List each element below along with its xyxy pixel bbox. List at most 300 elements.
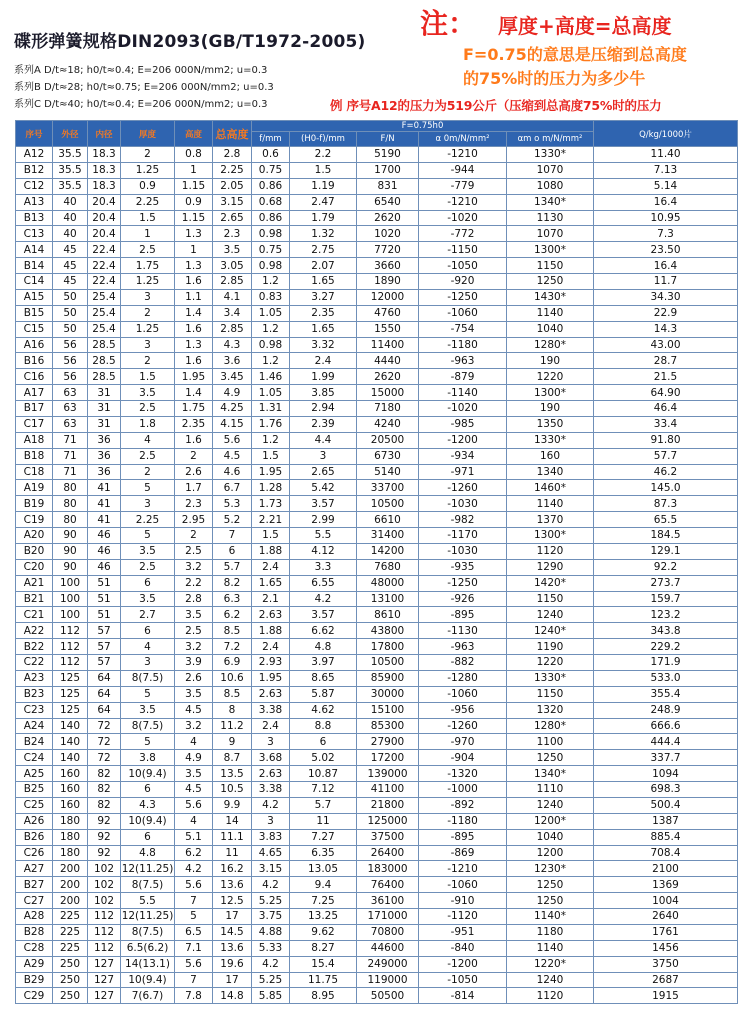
table-row — [16, 829, 738, 845]
cell-f-n: 6730 — [357, 448, 419, 464]
cell-f-mm: 2.21 — [252, 512, 290, 528]
cell-f-n: 3660 — [357, 258, 419, 274]
cell-sigma-om: -1210 — [419, 147, 507, 163]
cell-seq: B16 — [16, 353, 53, 369]
cell-sigma-om: -1210 — [419, 861, 507, 877]
cell-f-mm: 2.4 — [252, 718, 290, 734]
cell-q: 1004 — [594, 893, 738, 909]
cell-seq: A26 — [16, 813, 53, 829]
cell-h0-minus-f: 9.4 — [290, 877, 357, 893]
cell-q: 2687 — [594, 972, 738, 988]
cell-sigma-om: -1320 — [419, 766, 507, 782]
cell-total-height: 14.8 — [213, 988, 252, 1004]
cell-thickness: 3 — [121, 655, 175, 671]
cell-outer-diameter: 40 — [53, 226, 88, 242]
cell-h0-minus-f: 6.35 — [290, 845, 357, 861]
cell-total-height: 2.8 — [213, 147, 252, 163]
cell-thickness: 10(9.4) — [121, 766, 175, 782]
cell-sigma-iom: 1100 — [507, 734, 594, 750]
cell-sigma-om: -882 — [419, 655, 507, 671]
cell-f-n: 85900 — [357, 670, 419, 686]
cell-f-n: 12000 — [357, 289, 419, 305]
cell-thickness: 1.5 — [121, 369, 175, 385]
cell-f-mm: 1.88 — [252, 543, 290, 559]
cell-total-height: 2.85 — [213, 274, 252, 290]
cell-sigma-om: -1140 — [419, 385, 507, 401]
cell-sigma-om: -869 — [419, 845, 507, 861]
cell-thickness: 2 — [121, 464, 175, 480]
cell-sigma-iom: 1430* — [507, 289, 594, 305]
cell-outer-diameter: 45 — [53, 258, 88, 274]
cell-sigma-om: -1120 — [419, 909, 507, 925]
cell-f-mm: 1.95 — [252, 670, 290, 686]
table-row — [16, 877, 738, 893]
cell-sigma-iom: 1240* — [507, 623, 594, 639]
cell-sigma-iom: 1330* — [507, 432, 594, 448]
cell-total-height: 8 — [213, 702, 252, 718]
cell-q: 16.4 — [594, 258, 738, 274]
cell-f-mm: 1.2 — [252, 353, 290, 369]
cell-h0-minus-f: 4.12 — [290, 543, 357, 559]
cell-q: 184.5 — [594, 528, 738, 544]
cell-thickness: 1.25 — [121, 162, 175, 178]
cell-height: 3.5 — [175, 766, 213, 782]
cell-height: 3.2 — [175, 639, 213, 655]
cell-q: 355.4 — [594, 686, 738, 702]
cell-height: 1.7 — [175, 480, 213, 496]
cell-outer-diameter: 180 — [53, 813, 88, 829]
table-row — [16, 480, 738, 496]
cell-thickness: 14(13.1) — [121, 956, 175, 972]
cell-f-n: 171000 — [357, 909, 419, 925]
note-example: 例 序号A12的压力为519公斤（压缩到总高度75%时的压力 — [330, 98, 662, 113]
cell-outer-diameter: 90 — [53, 528, 88, 544]
cell-height: 2.6 — [175, 670, 213, 686]
cell-height: 5.6 — [175, 797, 213, 813]
cell-outer-diameter: 250 — [53, 956, 88, 972]
cell-thickness: 2.5 — [121, 559, 175, 575]
cell-sigma-iom: 1120 — [507, 543, 594, 559]
cell-seq: C16 — [16, 369, 53, 385]
cell-thickness: 2.5 — [121, 401, 175, 417]
cell-seq: C13 — [16, 226, 53, 242]
cell-h0-minus-f: 3.32 — [290, 337, 357, 353]
cell-total-height: 4.6 — [213, 464, 252, 480]
cell-f-mm: 3.38 — [252, 702, 290, 718]
cell-inner-diameter: 64 — [88, 686, 121, 702]
cell-inner-diameter: 36 — [88, 464, 121, 480]
cell-height: 1.95 — [175, 369, 213, 385]
cell-h0-minus-f: 2.07 — [290, 258, 357, 274]
table-row — [16, 210, 738, 226]
cell-f-mm: 0.68 — [252, 194, 290, 210]
cell-sigma-iom: 1150 — [507, 258, 594, 274]
table-row — [16, 242, 738, 258]
header-group-f: F=0.75h0 — [252, 121, 594, 132]
header-h0-minus-f: (H0-f)/mm — [290, 132, 357, 147]
cell-f-mm: 3 — [252, 813, 290, 829]
table-row — [16, 988, 738, 1004]
cell-h0-minus-f: 1.32 — [290, 226, 357, 242]
cell-inner-diameter: 36 — [88, 432, 121, 448]
cell-q: 1369 — [594, 877, 738, 893]
cell-outer-diameter: 63 — [53, 385, 88, 401]
cell-height: 5 — [175, 909, 213, 925]
note-explanation-line1: F=0.75的意思是压缩到总高度 — [463, 45, 687, 64]
cell-q: 64.90 — [594, 385, 738, 401]
cell-sigma-iom: 1250 — [507, 877, 594, 893]
cell-sigma-om: -963 — [419, 353, 507, 369]
cell-sigma-om: -1200 — [419, 956, 507, 972]
cell-thickness: 12(11.25) — [121, 862, 174, 875]
cell-f-n: 183000 — [357, 861, 419, 877]
cell-inner-diameter: 102 — [88, 861, 121, 877]
cell-outer-diameter: 140 — [53, 718, 88, 734]
cell-height: 1.3 — [175, 226, 213, 242]
cell-sigma-iom: 1180 — [507, 924, 594, 940]
cell-sigma-om: -879 — [419, 369, 507, 385]
cell-inner-diameter: 64 — [88, 670, 121, 686]
header-height: 高度 — [175, 121, 213, 147]
cell-outer-diameter: 112 — [53, 639, 88, 655]
cell-f-n: 119000 — [357, 972, 419, 988]
cell-q: 1761 — [594, 924, 738, 940]
cell-total-height: 6.9 — [213, 655, 252, 671]
cell-h0-minus-f: 11 — [290, 813, 357, 829]
table-row — [16, 464, 738, 480]
cell-thickness: 2.25 — [121, 194, 175, 210]
cell-height: 6.5 — [175, 924, 213, 940]
cell-thickness: 6 — [121, 829, 175, 845]
cell-sigma-om: -1170 — [419, 528, 507, 544]
cell-q: 34.30 — [594, 289, 738, 305]
cell-sigma-iom: 1200* — [507, 813, 594, 829]
cell-seq: A23 — [16, 670, 53, 686]
cell-thickness: 5.5 — [121, 893, 175, 909]
cell-height: 1 — [175, 242, 213, 258]
cell-thickness: 1 — [121, 226, 175, 242]
cell-total-height: 6.3 — [213, 591, 252, 607]
cell-sigma-om: -1050 — [419, 972, 507, 988]
table-row — [16, 258, 738, 274]
cell-outer-diameter: 35.5 — [53, 178, 88, 194]
cell-h0-minus-f: 8.95 — [290, 988, 357, 1004]
cell-h0-minus-f: 7.12 — [290, 782, 357, 798]
cell-total-height: 3.5 — [213, 242, 252, 258]
cell-outer-diameter: 35.5 — [53, 162, 88, 178]
table-row — [16, 401, 738, 417]
cell-sigma-om: -1180 — [419, 813, 507, 829]
cell-seq: B22 — [16, 639, 53, 655]
cell-f-n: 20500 — [357, 432, 419, 448]
table-row — [16, 639, 738, 655]
cell-f-mm: 1.65 — [252, 575, 290, 591]
cell-total-height: 4.9 — [213, 385, 252, 401]
cell-sigma-iom: 1220 — [507, 655, 594, 671]
cell-total-height: 11 — [213, 845, 252, 861]
cell-height: 1.3 — [175, 337, 213, 353]
cell-inner-diameter: 57 — [88, 655, 121, 671]
cell-thickness: 3 — [121, 289, 175, 305]
cell-total-height: 9.9 — [213, 797, 252, 813]
cell-height: 2.6 — [175, 464, 213, 480]
header-inner-diameter: 内径 — [88, 121, 121, 147]
table-row — [16, 289, 738, 305]
cell-height: 3.5 — [175, 686, 213, 702]
cell-seq: B23 — [16, 686, 53, 702]
cell-height: 4.5 — [175, 782, 213, 798]
cell-outer-diameter: 63 — [53, 401, 88, 417]
cell-total-height: 2.65 — [213, 210, 252, 226]
cell-thickness: 1.5 — [121, 210, 175, 226]
cell-seq: C15 — [16, 321, 53, 337]
cell-height: 2.95 — [175, 512, 213, 528]
cell-h0-minus-f: 9.62 — [290, 924, 357, 940]
cell-sigma-iom: 1340 — [507, 464, 594, 480]
cell-h0-minus-f: 8.8 — [290, 718, 357, 734]
cell-height: 1.15 — [175, 178, 213, 194]
cell-q: 2640 — [594, 909, 738, 925]
table-row — [16, 496, 738, 512]
cell-sigma-iom: 1350 — [507, 416, 594, 432]
cell-f-mm: 5.85 — [252, 988, 290, 1004]
cell-seq: C28 — [16, 940, 53, 956]
cell-sigma-iom: 1140 — [507, 496, 594, 512]
cell-q: 46.2 — [594, 464, 738, 480]
cell-q: 7.3 — [594, 226, 738, 242]
cell-total-height: 11.2 — [213, 718, 252, 734]
cell-total-height: 8.2 — [213, 575, 252, 591]
cell-total-height: 8.5 — [213, 623, 252, 639]
cell-q: 2100 — [594, 861, 738, 877]
page-title: 碟形弹簧规格DIN2093(GB/T1972-2005) — [14, 32, 366, 52]
cell-seq: B14 — [16, 258, 53, 274]
table-row — [16, 528, 738, 544]
cell-inner-diameter: 127 — [88, 988, 121, 1004]
cell-f-n: 33700 — [357, 480, 419, 496]
table-row — [16, 385, 738, 401]
cell-sigma-om: -814 — [419, 988, 507, 1004]
cell-f-mm: 5.25 — [252, 972, 290, 988]
cell-sigma-om: -1210 — [419, 194, 507, 210]
cell-f-n: 85300 — [357, 718, 419, 734]
cell-inner-diameter: 82 — [88, 766, 121, 782]
header-seq: 序号 — [16, 121, 53, 147]
cell-thickness: 2.25 — [121, 512, 175, 528]
cell-outer-diameter: 35.5 — [53, 147, 88, 163]
cell-sigma-iom: 1200 — [507, 845, 594, 861]
cell-inner-diameter: 20.4 — [88, 226, 121, 242]
cell-h0-minus-f: 3.27 — [290, 289, 357, 305]
cell-sigma-iom: 1340* — [507, 766, 594, 782]
cell-sigma-om: -1060 — [419, 305, 507, 321]
cell-q: 91.80 — [594, 432, 738, 448]
cell-height: 2.5 — [175, 543, 213, 559]
cell-f-n: 31400 — [357, 528, 419, 544]
cell-inner-diameter: 82 — [88, 797, 121, 813]
header-total-height: 总高度 — [213, 121, 252, 147]
cell-sigma-om: -934 — [419, 448, 507, 464]
header-f-mm: f/mm — [252, 132, 290, 147]
cell-q: 28.7 — [594, 353, 738, 369]
cell-f-mm: 1.05 — [252, 305, 290, 321]
cell-sigma-om: -1150 — [419, 242, 507, 258]
cell-f-mm: 1.5 — [252, 448, 290, 464]
cell-seq: B24 — [16, 734, 53, 750]
cell-inner-diameter: 25.4 — [88, 305, 121, 321]
cell-outer-diameter: 80 — [53, 496, 88, 512]
cell-height: 1.4 — [175, 385, 213, 401]
table-row — [16, 353, 738, 369]
cell-thickness: 12(11.25) — [121, 910, 174, 923]
cell-seq: C25 — [16, 797, 53, 813]
cell-f-n: 5140 — [357, 464, 419, 480]
table-row — [16, 750, 738, 766]
cell-sigma-iom: 1230* — [507, 861, 594, 877]
cell-f-n: 14200 — [357, 543, 419, 559]
cell-q: 87.3 — [594, 496, 738, 512]
cell-f-n: 4440 — [357, 353, 419, 369]
note-explanation-line2: 的75%时的压力为多少牛 — [463, 69, 646, 88]
cell-outer-diameter: 200 — [53, 893, 88, 909]
cell-f-mm: 3.68 — [252, 750, 290, 766]
cell-sigma-iom: 1240 — [507, 797, 594, 813]
note-equation: 厚度+高度=总高度 — [498, 14, 672, 38]
cell-total-height: 6.7 — [213, 480, 252, 496]
cell-total-height: 5.7 — [213, 559, 252, 575]
cell-height: 2.5 — [175, 623, 213, 639]
cell-sigma-om: -1180 — [419, 337, 507, 353]
cell-height: 1.3 — [175, 258, 213, 274]
cell-q: 23.50 — [594, 242, 738, 258]
table-row — [16, 718, 738, 734]
cell-sigma-iom: 1120 — [507, 988, 594, 1004]
cell-q: 666.6 — [594, 718, 738, 734]
cell-sigma-iom: 1420* — [507, 575, 594, 591]
cell-sigma-om: -910 — [419, 893, 507, 909]
cell-sigma-iom: 1080 — [507, 178, 594, 194]
cell-total-height: 11.1 — [213, 829, 252, 845]
cell-q: 1387 — [594, 813, 738, 829]
cell-h0-minus-f: 1.65 — [290, 321, 357, 337]
cell-q: 1094 — [594, 766, 738, 782]
cell-sigma-iom: 1370 — [507, 512, 594, 528]
cell-sigma-iom: 1190 — [507, 639, 594, 655]
cell-total-height: 13.6 — [213, 940, 252, 956]
cell-f-n: 831 — [357, 178, 419, 194]
cell-thickness: 4 — [121, 432, 175, 448]
cell-seq: A28 — [16, 909, 53, 925]
cell-height: 3.5 — [175, 607, 213, 623]
cell-h0-minus-f: 8.27 — [290, 940, 357, 956]
cell-seq: C12 — [16, 178, 53, 194]
cell-q: 43.00 — [594, 337, 738, 353]
cell-outer-diameter: 160 — [53, 766, 88, 782]
cell-f-mm: 0.75 — [252, 162, 290, 178]
cell-height: 5.6 — [175, 877, 213, 893]
cell-q: 22.9 — [594, 305, 738, 321]
cell-inner-diameter: 20.4 — [88, 210, 121, 226]
cell-total-height: 10.6 — [213, 670, 252, 686]
cell-sigma-iom: 1250 — [507, 274, 594, 290]
cell-q: 171.9 — [594, 655, 738, 671]
cell-sigma-om: -840 — [419, 940, 507, 956]
cell-thickness: 2 — [121, 353, 175, 369]
cell-inner-diameter: 51 — [88, 591, 121, 607]
cell-inner-diameter: 57 — [88, 623, 121, 639]
cell-f-mm: 0.98 — [252, 337, 290, 353]
cell-q: 343.8 — [594, 623, 738, 639]
table-row — [16, 194, 738, 210]
cell-seq: B12 — [16, 162, 53, 178]
table-row — [16, 305, 738, 321]
cell-seq: A20 — [16, 528, 53, 544]
cell-sigma-om: -971 — [419, 464, 507, 480]
cell-outer-diameter: 100 — [53, 575, 88, 591]
cell-sigma-iom: 1220* — [507, 956, 594, 972]
cell-thickness: 3.5 — [121, 591, 175, 607]
cell-q: 248.9 — [594, 702, 738, 718]
cell-f-n: 4760 — [357, 305, 419, 321]
series-c-spec: 系列C D/t≈40; h0/t≈0.4; E=206 000N/mm2; u=0.3 — [14, 99, 268, 110]
cell-f-mm: 0.83 — [252, 289, 290, 305]
cell-f-mm: 4.2 — [252, 877, 290, 893]
cell-sigma-iom: 1220 — [507, 369, 594, 385]
cell-q: 708.4 — [594, 845, 738, 861]
table-row — [16, 940, 738, 956]
cell-total-height: 3.45 — [213, 369, 252, 385]
cell-height: 1.6 — [175, 432, 213, 448]
cell-inner-diameter: 46 — [88, 543, 121, 559]
cell-inner-diameter: 92 — [88, 845, 121, 861]
cell-h0-minus-f: 7.25 — [290, 893, 357, 909]
cell-sigma-iom: 1150 — [507, 686, 594, 702]
cell-sigma-om: -982 — [419, 512, 507, 528]
cell-sigma-om: -1280 — [419, 670, 507, 686]
cell-seq: A14 — [16, 242, 53, 258]
cell-inner-diameter: 25.4 — [88, 289, 121, 305]
cell-inner-diameter: 57 — [88, 639, 121, 655]
cell-outer-diameter: 125 — [53, 702, 88, 718]
cell-outer-diameter: 250 — [53, 988, 88, 1004]
table-row — [16, 670, 738, 686]
cell-h0-minus-f: 1.65 — [290, 274, 357, 290]
cell-total-height: 4.15 — [213, 416, 252, 432]
cell-total-height: 3.6 — [213, 353, 252, 369]
cell-f-n: 2620 — [357, 210, 419, 226]
table-row — [16, 147, 738, 163]
table-row — [16, 512, 738, 528]
cell-sigma-iom: 1250 — [507, 750, 594, 766]
header-outer-diameter: 外径 — [53, 121, 88, 147]
cell-height: 2.2 — [175, 575, 213, 591]
cell-f-mm: 1.28 — [252, 480, 290, 496]
cell-sigma-iom: 1130 — [507, 210, 594, 226]
cell-thickness: 5 — [121, 686, 175, 702]
cell-thickness: 6 — [121, 575, 175, 591]
cell-thickness: 10(9.4) — [121, 813, 175, 829]
cell-q: 11.40 — [594, 147, 738, 163]
cell-outer-diameter: 125 — [53, 670, 88, 686]
cell-sigma-om: -956 — [419, 702, 507, 718]
cell-f-n: 17800 — [357, 639, 419, 655]
cell-f-mm: 3.38 — [252, 782, 290, 798]
cell-f-mm: 3.83 — [252, 829, 290, 845]
table-row — [16, 861, 738, 877]
cell-sigma-om: -1030 — [419, 543, 507, 559]
cell-sigma-iom: 1250 — [507, 893, 594, 909]
cell-q: 16.4 — [594, 194, 738, 210]
